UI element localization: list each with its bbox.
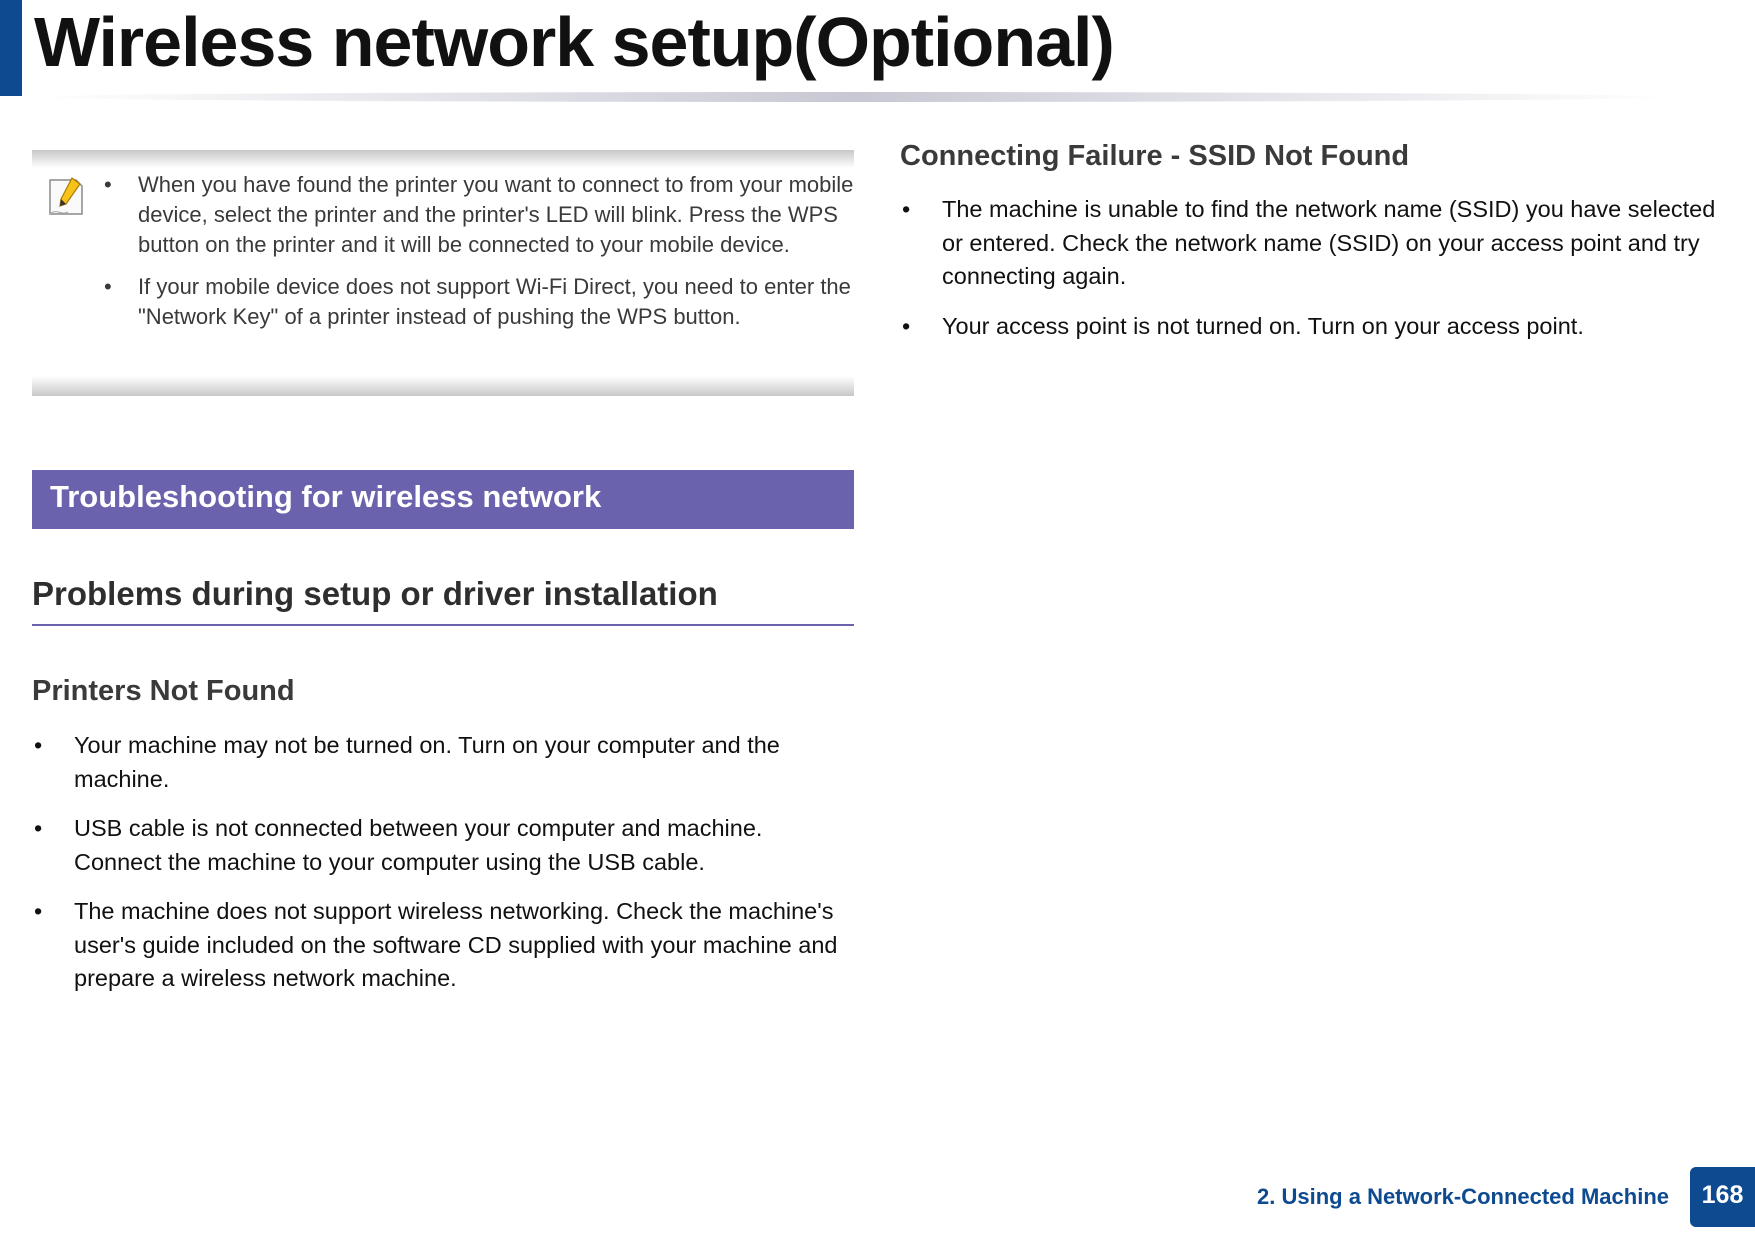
note-shade-bottom: [32, 376, 854, 396]
footer-chapter: 2. Using a Network-Connected Machine: [1257, 1184, 1669, 1209]
note-item: • If your mobile device does not support Wi-Fi Direct, you need to enter the "Network Key" of a printer instead of pushing the WPS button.: [102, 272, 854, 332]
note-item: • When you have found the printer you want to connect to from your mobile device, select the printer and the printer's LED will blink. Press the WPS button on the printer and it will be connected to your mobile device.: [102, 170, 854, 260]
section-subheading: Problems during setup or driver installation: [32, 572, 854, 626]
note-list: [102, 170, 854, 344]
ssid-not-found-heading: Connecting Failure - SSID Not Found: [900, 140, 1410, 172]
note-shade-top: [32, 150, 854, 168]
list-item: • The machine is unable to find the network name (SSID) you have selected or entered. Check the network name (SSID) on your access point and try connecting again.: [900, 193, 1722, 294]
list-item: • Your access point is not turned on. Turn on your access point.: [900, 310, 1722, 344]
title-accent-bar: [0, 0, 22, 96]
note-pencil-icon: [46, 174, 88, 218]
printers-not-found-heading: Printers Not Found: [32, 675, 295, 707]
page-number-badge: 168: [1690, 1167, 1755, 1227]
note-box: [32, 150, 854, 396]
list-item: • The machine does not support wireless networking. Check the machine's user's guide included on the software CD supplied with your machine and prepare a wireless network machine.: [32, 895, 854, 996]
title-divider: [34, 92, 1674, 102]
list-item: • Your machine may not be turned on. Turn on your computer and the machine.: [32, 729, 854, 796]
printers-not-found-list: [32, 729, 854, 1012]
page-title: Wireless network setup(Optional): [34, 3, 1114, 81]
ssid-not-found-list: [900, 193, 1722, 359]
list-item: • USB cable is not connected between your computer and machine. Connect the machine to your computer using the USB cable.: [32, 812, 854, 879]
section-banner: Troubleshooting for wireless network: [32, 470, 854, 529]
